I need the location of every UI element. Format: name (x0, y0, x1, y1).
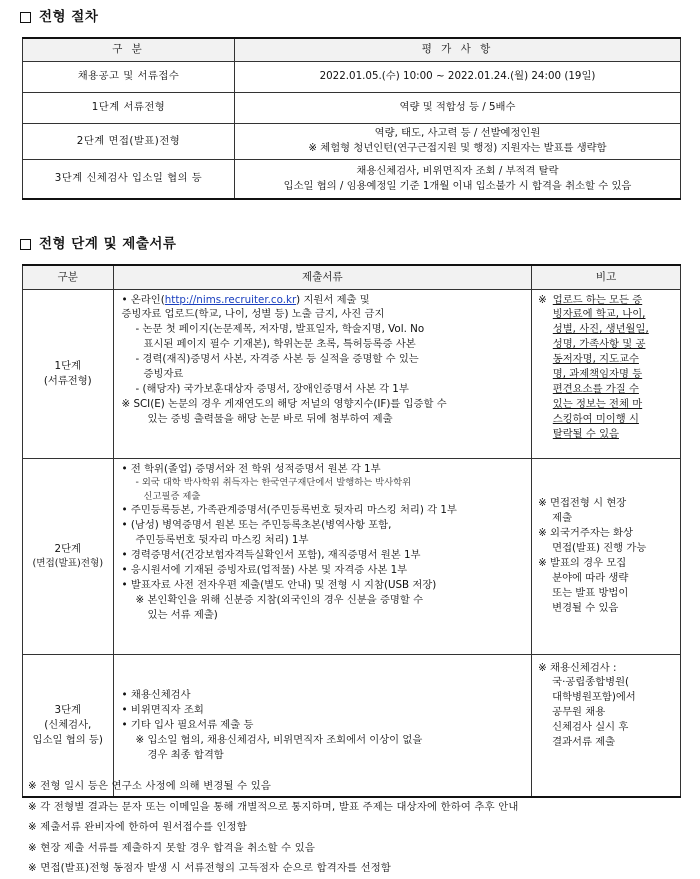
section-title-text: 전형 절차 (39, 9, 99, 25)
table-row-stage2 (23, 458, 681, 654)
doc-line: • (남성) 병역증명서 원본 또는 주민등록초본(병역사항 포함, (121, 519, 392, 532)
doc-line: • 응시원서에 기재된 증빙자료(업적물) 사본 및 자격증 사본 1부 (121, 564, 408, 577)
procedure-table (22, 37, 681, 200)
row-value (235, 123, 681, 159)
table-row (23, 61, 681, 92)
doc-text: ) 지원서 제출 및 (296, 293, 370, 306)
doc-line: 증빙자료 업로드(학교, 나이, 성별 등) 노출 금지, 사진 금지 (121, 308, 385, 321)
row-value (235, 61, 681, 92)
footer-note: ※ 면접(발표)전형 동점자 발생 시 서류전형의 고득점자 순으로 합격자를 선정함 (28, 862, 392, 874)
doc-line: • 경력증명서(건강보험자격득실확인서 포함), 재직증명서 원본 1부 (121, 549, 421, 562)
row-value (235, 159, 681, 199)
row-label: 1단계 서류전형 (23, 92, 235, 123)
stage-label-line: 3단계 (54, 703, 81, 716)
doc-line: • 비위면직자 조회 (121, 703, 204, 716)
remark-line: 신체검사 실시 후 (552, 721, 629, 734)
footer-note: ※ 제출서류 완비자에 한하여 원서접수를 인정함 (28, 821, 247, 833)
row-line: 역량, 태도, 사고력 등 / 선발예정인원 (374, 127, 541, 140)
remark-line: 대학병원포함)에서 (552, 691, 636, 704)
remark-line: 국·공립종합병원( (552, 676, 630, 689)
row-line: 입소일 협의 / 임용예정일 기준 1개월 이내 입소불가 시 합격을 취소할 수 있음 (283, 179, 632, 192)
doc-line: - (해당자) 국가보훈대상자 증명서, 장애인증명서 사본 각 1부 (135, 383, 409, 396)
remark-line: 성별, 사진, 생년월일, (552, 323, 649, 336)
remark-line: 제출 (552, 512, 573, 525)
row-line: ※ 체험형 청년인턴(연구근접지원 및 행정) 지원자는 발표를 생략함 (308, 142, 607, 154)
stage-remarks (532, 654, 681, 797)
row-line: 2022.01.05.(수) 10:00 ~ 2022.01.24.(월) 24:00 (19일) (319, 70, 596, 83)
remark-line: 면접(발표) 진행 가능 (552, 542, 647, 555)
header-stage: 구분 (23, 265, 114, 289)
stage-label-line: 2단계 (54, 542, 81, 555)
remark-line: 탈락될 수 있음 (552, 427, 620, 440)
note-mark: ※ (538, 293, 547, 306)
remark-line: 분야에 따라 생략 (552, 571, 629, 584)
stage-label-line: (신체검사, (44, 718, 92, 731)
remark-line: 빙자료에 학교, 나이, (552, 308, 646, 321)
remark-line: ※ 채용신체검사 : (538, 661, 617, 674)
remark-line: 명, 과제책임자명 등 (552, 368, 643, 381)
remark-line: ※ 발표의 경우 모집 (538, 557, 627, 569)
doc-line: ※ 본인확인을 위해 신분증 지참(외국인의 경우 신분을 증명할 수 (135, 593, 424, 606)
doc-line: - 경력(재직)증명서 사본, 자격증 사본 등 실적을 증명할 수 있는 (135, 353, 419, 366)
table-row (23, 92, 681, 123)
doc-line: 신고필증 제출 (143, 490, 201, 502)
header-category: 구 분 (23, 38, 235, 61)
footer-note: ※ 각 전형별 결과는 문자 또는 이메일을 통해 개별적으로 통지하며, 발표 주제는 대상자에 한하여 추후 안내 (28, 800, 519, 813)
stage-label-line: 입소일 협의 등) (32, 733, 103, 746)
section-title-procedure (20, 8, 98, 28)
remark-line: 있는 정보는 전체 마 (552, 397, 643, 410)
doc-line: ※ SCI(E) 논문의 경우 게재연도의 해당 저널의 영향지수(IF)를 입증할 수 (121, 397, 447, 410)
remark-line: 동저자명, 지도교수 (552, 353, 639, 366)
checkbox-square-icon (20, 239, 31, 250)
stage-label (23, 289, 114, 458)
doc-text: • 온라인( (121, 293, 165, 306)
doc-line: - 외국 대학 박사학위 취득자는 한국연구재단에서 발행하는 박사학위 (135, 477, 412, 489)
row-line: 역량 및 적합성 등 / 5배수 (399, 101, 516, 114)
row-value (235, 92, 681, 123)
row-line: 채용신체검사, 비위면직자 조회 / 부적격 탈락 (356, 164, 559, 177)
doc-line: - 논문 첫 페이지(논문제목, 저자명, 발표일자, 학술지명, Vol. No (135, 323, 425, 336)
header-evaluation: 평 가 사 항 (235, 38, 681, 61)
row-label: 채용공고 및 서류접수 (23, 61, 235, 92)
remark-line: 성명, 가족사항 및 공 (552, 338, 646, 351)
checkbox-square-icon (20, 12, 31, 23)
table-row-stage1 (23, 289, 681, 458)
remark-line: 또는 발표 방법이 (552, 586, 629, 599)
remark-line: 업로드 하는 모든 증 (552, 293, 643, 306)
table-row (23, 123, 681, 159)
remark-line: ※ 면접전형 시 현장 (538, 497, 627, 510)
stage-label (23, 654, 114, 797)
doc-line: 표시된 페이지 필수 기재본), 학위논문 초록, 특허등록증 사본 (143, 338, 416, 351)
stage-remarks (532, 458, 681, 654)
header-remarks: 비고 (532, 265, 681, 289)
header-documents: 제출서류 (113, 265, 532, 289)
doc-line: ※ 입소일 협의, 채용신체검사, 비위면직자 조회에서 이상이 없을 (135, 733, 423, 746)
doc-line: 경우 최종 합격함 (147, 748, 224, 761)
stage-documents (113, 458, 532, 654)
footer-note: ※ 현장 제출 서류를 제출하지 못할 경우 합격을 취소할 수 있음 (28, 841, 316, 854)
footer-notes (28, 779, 519, 879)
doc-line (122, 293, 526, 308)
remark-block (538, 293, 674, 442)
stage-documents (113, 654, 532, 797)
remark-line: 변경될 수 있음 (552, 601, 619, 614)
table-row (23, 159, 681, 199)
row-label: 2단계 면접(발표)전형 (23, 123, 235, 159)
remark-line: 편견요소를 가질 수 (552, 383, 639, 396)
remark-line: 스킹하여 미이행 시 (552, 412, 639, 425)
stage-label-line: 1단계 (54, 359, 81, 372)
doc-line: • 채용신체검사 (121, 688, 191, 701)
doc-line: • 기타 입사 필요서류 제출 등 (121, 718, 254, 731)
remark-line: ※ 외국거주자는 화상 (538, 527, 633, 540)
stage-remarks (532, 289, 681, 458)
doc-line: • 전 학위(졸업) 증명서와 전 학위 성적증명서 원본 각 1부 (121, 462, 381, 475)
remark-underlined (553, 293, 649, 442)
section-title-text: 전형 단계 및 제출서류 (39, 236, 177, 252)
stage-label-line: (서류전형) (43, 374, 92, 387)
table-row-stage3 (23, 654, 681, 797)
footer-note: ※ 전형 일시 등은 연구소 사정에 의해 변경될 수 있음 (28, 780, 272, 792)
row-label: 3단계 신체검사 입소일 협의 등 (23, 159, 235, 199)
doc-line: • 발표자료 사전 전자우편 제출(별도 안내) 및 전형 시 지참(USB 저장) (121, 578, 437, 591)
doc-line: 있는 증빙 출력물을 해당 논문 바로 뒤에 첨부하여 제출 (147, 412, 393, 425)
stage-label-line: (면접(발표)전형) (32, 557, 104, 569)
doc-line: • 주민등록등본, 가족관계증명서(주민등록번호 뒷자리 마스킹 처리) 각 1부 (121, 504, 457, 517)
section-title-documents (20, 235, 176, 255)
stage-label (23, 458, 114, 654)
doc-line: 증빙자료 (143, 368, 184, 381)
remark-line: 공무원 채용 (552, 706, 606, 719)
stage-documents (113, 289, 532, 458)
doc-line: 주민등록번호 뒷자리 마스킹 처리) 1부 (135, 534, 309, 547)
doc-line: 있는 서류 제출) (147, 608, 218, 621)
recruit-site-link[interactable]: http://nims.recruiter.co.kr (164, 293, 297, 306)
documents-table (22, 264, 681, 798)
remark-line: 결과서류 제출 (552, 736, 616, 749)
